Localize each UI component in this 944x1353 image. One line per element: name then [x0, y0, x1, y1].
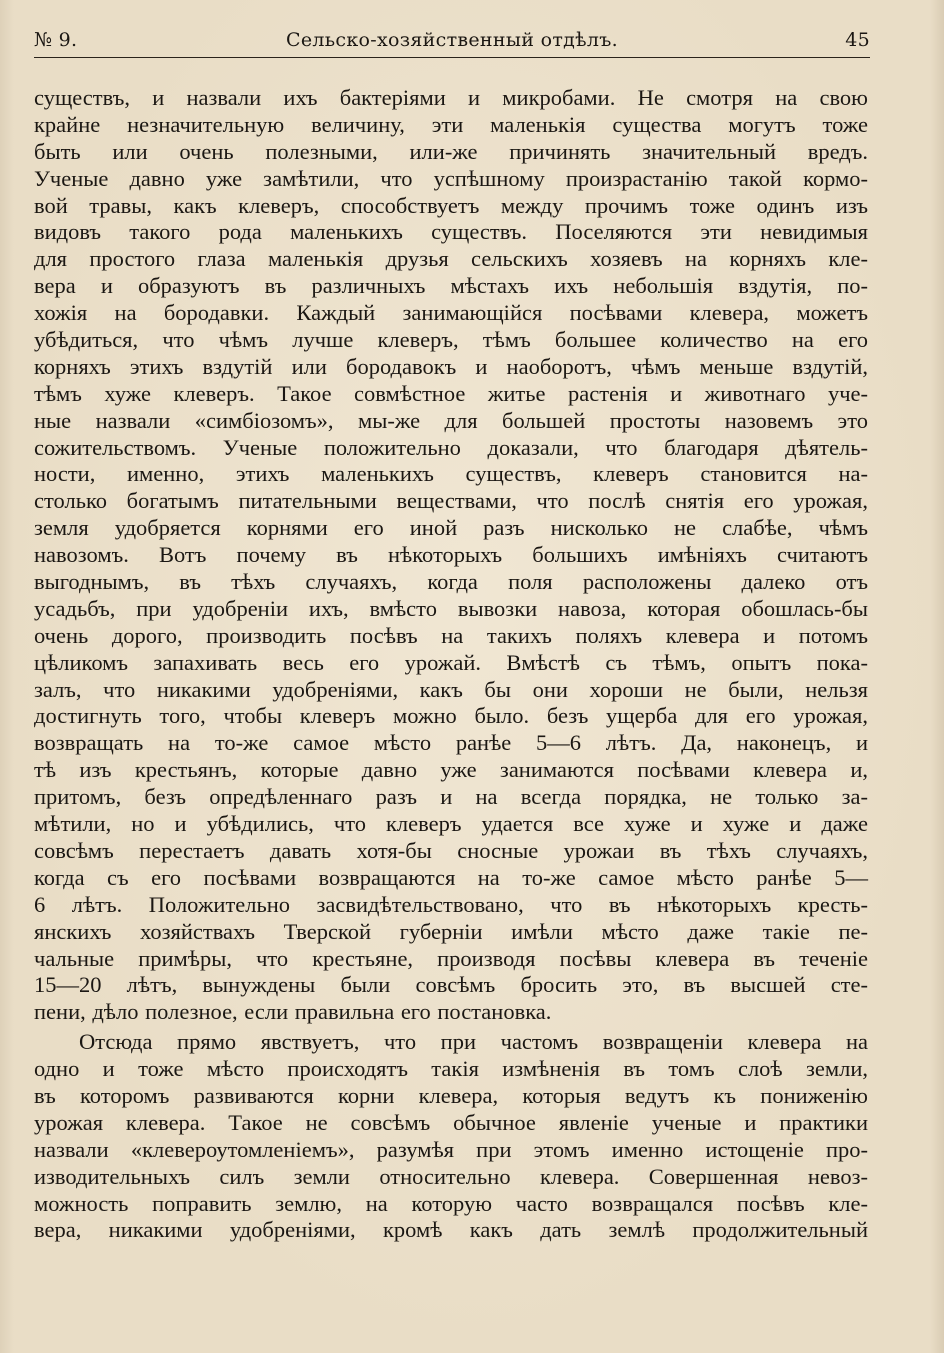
text-line: цѣликомъ запахивать весь его урожай. Вмѣстѣ съ тѣмъ, опытъ пока-: [34, 649, 868, 675]
text-line: для простого глаза маленькія друзья сельскихъ хозяевъ на корняхъ кле-: [34, 246, 868, 272]
text-line: ные назвали «симбіозомъ», мы-же для большей простоты назовемъ это: [34, 407, 868, 433]
text-line: усадьбъ, при удобреніи ихъ, вмѣсто вывозки навоза, которая обошлась-бы: [34, 595, 868, 621]
text-line: притомъ, безъ опредѣленнаго разъ и на всегда порядка, не только за-: [34, 784, 868, 810]
text-line: быть или очень полезными, или-же причинять значительный вредъ.: [34, 138, 868, 164]
text-line: очень дорого, производить посѣвъ на такихъ поляхъ клевера и потомъ: [34, 622, 868, 648]
text-line: вера, никакими удобреніями, кромѣ какъ дать землѣ продолжительный: [34, 1217, 868, 1243]
text-line: Ученые давно уже замѣтили, что успѣшному произрастанію такой кормо-: [34, 165, 868, 191]
text-line: крайне незначительную величину, эти маленькія существа могутъ тоже: [34, 111, 868, 137]
text-line: ности, именно, этихъ маленькихъ существъ, клеверъ становится на-: [34, 461, 868, 487]
text-line: земля удобряется корнями его иной разъ нисколько не слабѣе, чѣмъ: [34, 515, 868, 541]
paragraph-2: [34, 1029, 868, 1244]
article-body: [34, 85, 868, 1244]
text-line: одно и тоже мѣсто происходятъ такія измѣненія въ томъ слоѣ земли,: [34, 1056, 868, 1082]
text-line: совсѣмъ перестаетъ давать хотя-бы сносные урожаи въ тѣхъ случаяхъ,: [34, 837, 868, 863]
text-line: изводительныхъ силъ земли относительно клевера. Совершенная невоз-: [34, 1163, 868, 1189]
text-line: навозомъ. Вотъ почему въ нѣкоторыхъ большихъ имѣніяхъ считаютъ: [34, 542, 868, 568]
text-line: вой травы, какъ клеверъ, способствуетъ между прочимъ тоже одинъ изъ: [34, 192, 868, 218]
text-line: выгоднымъ, въ тѣхъ случаяхъ, когда поля расположены далеко отъ: [34, 569, 868, 595]
text-line: сожительствомъ. Ученые положительно доказали, что благодаря дѣятель-: [34, 434, 868, 460]
text-line: когда съ его посѣвами возвращаются на то-же самое мѣсто ранѣе 5—: [34, 864, 868, 890]
text-line: тѣ изъ крестьянъ, которые давно уже занимаются посѣвами клевера и,: [34, 757, 868, 783]
text-line: мѣтили, но и убѣдились, что клеверъ удается все хуже и хуже и даже: [34, 811, 868, 837]
text-line: назвали «клевероутомленіемъ», разумѣя при этомъ именно истощеніе про-: [34, 1136, 868, 1162]
text-line: залъ, что никакими удобреніями, какъ бы они хороши не были, нельзя: [34, 676, 868, 702]
issue-number: № 9.: [34, 29, 78, 51]
text-line: пени, дѣло полезное, если правильна его постановка.: [34, 999, 552, 1025]
text-line: убѣдиться, что чѣмъ лучше клеверъ, тѣмъ большее количество на его: [34, 327, 868, 353]
text-line: возвращать на то-же самое мѣсто ранѣе 5—6 лѣтъ. Да, наконецъ, и: [34, 730, 868, 756]
text-line: въ которомъ развиваются корни клевера, которыя ведутъ къ пониженію: [34, 1082, 868, 1108]
text-line: 6 лѣтъ. Положительно засвидѣтельствовано, что въ нѣкоторыхъ кресть-: [34, 891, 868, 917]
text-line: достигнуть того, чтобы клеверъ можно было. безъ ущерба для его урожая,: [34, 703, 868, 729]
text-line: 15—20 лѣтъ, вынуждены были совсѣмъ бросить это, въ высшей сте-: [34, 972, 868, 998]
text-line: можность поправить землю, на которую часто возвращался посѣвъ кле-: [34, 1190, 868, 1216]
text-line: Отсюда прямо явствуетъ, что при частомъ возвращеніи клевера на: [79, 1029, 868, 1055]
text-line: янскихъ хозяйствахъ Тверской губерніи имѣли мѣсто даже такіе пе-: [34, 918, 868, 944]
text-line: вера и образуютъ въ различныхъ мѣстахъ ихъ небольшія вздутія, по-: [34, 273, 868, 299]
section-title: Сельско-хозяйственный отдѣлъ.: [286, 29, 618, 51]
text-line: урожая клевера. Такое не совсѣмъ обычное явленіе ученые и практики: [34, 1109, 868, 1135]
text-line: корняхъ этихъ вздутій или бородавокъ и наоборотъ, чѣмъ меньше вздутій,: [34, 353, 868, 379]
page-number: 45: [845, 29, 870, 51]
text-line: видовъ такого рода маленькихъ существъ. Поселяются эти невидимыя: [34, 219, 868, 245]
text-line: существъ, и назвали ихъ бактеріями и микробами. Не смотря на свою: [34, 85, 868, 110]
text-line: столько богатымъ питательными веществами, что послѣ снятія его урожая,: [34, 488, 868, 514]
paragraph-1: [34, 85, 868, 1026]
text-line: тѣмъ хуже клеверъ. Такое совмѣстное житье растенія и животнаго уче-: [34, 380, 868, 406]
text-line: чальные примѣры, что крестьяне, производя посѣвы клевера въ теченіе: [34, 945, 868, 971]
header-rule: [34, 57, 870, 58]
text-line: хожія на бородавки. Каждый занимающійся посѣвами клевера, можетъ: [34, 300, 868, 326]
running-header: [34, 24, 870, 56]
